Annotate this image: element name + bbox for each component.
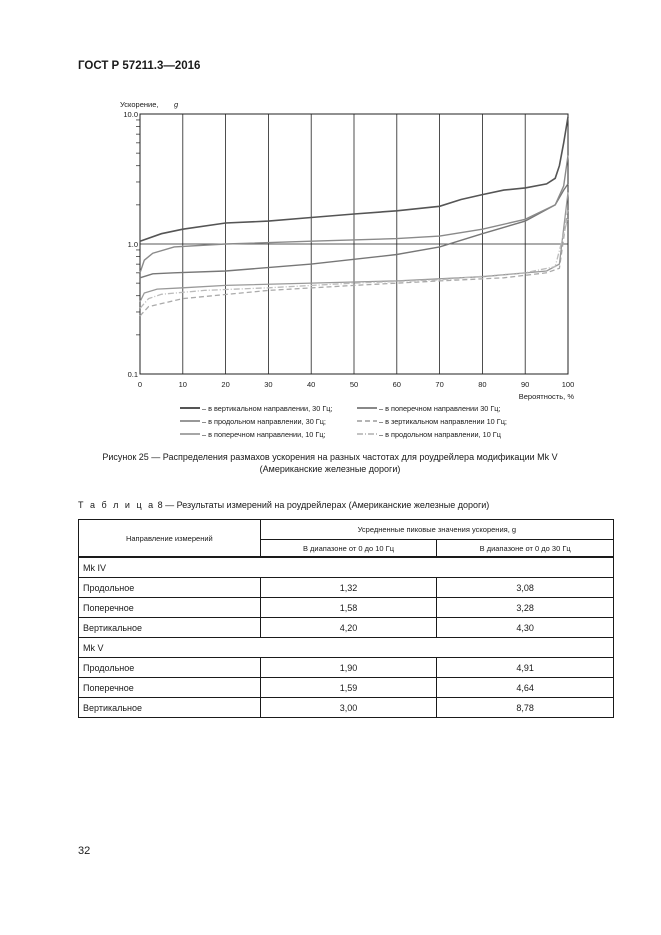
- x-tick-label: 40: [307, 380, 316, 389]
- value-10hz-cell: 3,00: [260, 698, 437, 718]
- value-30hz-cell: 3,28: [437, 598, 614, 618]
- direction-cell: Вертикальное: [79, 698, 261, 718]
- results-table: [78, 519, 614, 718]
- col-header-30hz: В диапазоне от 0 до 30 Гц: [437, 540, 614, 558]
- legend-label: – в поперечном направлении 30 Гц;: [379, 404, 501, 413]
- group-row: [79, 557, 614, 578]
- x-tick-label: 90: [521, 380, 530, 389]
- legend-label: – в вертикальном направлении, 30 Гц;: [202, 404, 333, 413]
- direction-cell: Вертикальное: [79, 618, 261, 638]
- y-tick-label: 10.0: [123, 110, 138, 119]
- table-row: [79, 698, 614, 718]
- document-header: ГОСТ Р 57211.3—2016: [78, 60, 201, 72]
- direction-cell: Поперечное: [79, 678, 261, 698]
- direction-cell: Поперечное: [79, 598, 261, 618]
- table-row: [79, 598, 614, 618]
- value-10hz-cell: 4,20: [260, 618, 437, 638]
- value-10hz-cell: 1,58: [260, 598, 437, 618]
- table-label: Т а б л и ц а: [78, 500, 156, 510]
- x-axis-title: Вероятность, %: [518, 392, 574, 401]
- legend-label: – в продольном направлении, 30 Гц;: [202, 417, 326, 426]
- group-label: Mk V: [79, 638, 614, 658]
- table-row: [79, 678, 614, 698]
- y-tick-label: 0.1: [127, 370, 138, 379]
- figure-caption-line2: (Американские железные дороги): [259, 464, 401, 474]
- x-tick-label: 30: [264, 380, 273, 389]
- x-tick-label: 10: [178, 380, 187, 389]
- legend-label: – в поперечном направлении, 10 Гц;: [202, 430, 326, 439]
- x-tick-label: 0: [137, 380, 143, 389]
- col-header-10hz: В диапазоне от 0 до 10 Гц: [260, 540, 437, 558]
- x-tick-label: 20: [221, 380, 230, 389]
- y-axis-unit: g: [174, 100, 179, 109]
- group-row: [79, 638, 614, 658]
- value-30hz-cell: 4,64: [437, 678, 614, 698]
- value-30hz-cell: 4,30: [437, 618, 614, 638]
- x-tick-label: 60: [392, 380, 401, 389]
- table-row: [79, 578, 614, 598]
- value-30hz-cell: 8,78: [437, 698, 614, 718]
- x-tick-label: 80: [478, 380, 487, 389]
- x-tick-label: 70: [435, 380, 444, 389]
- table-row: [79, 658, 614, 678]
- group-label: Mk IV: [79, 557, 614, 578]
- x-tick-label: 100: [561, 380, 575, 389]
- table-title-text: — Результаты измерений на роудрейлерах (Американские железные дороги): [162, 500, 490, 510]
- value-10hz-cell: 1,59: [260, 678, 437, 698]
- direction-cell: Продольное: [79, 578, 261, 598]
- value-30hz-cell: 4,91: [437, 658, 614, 678]
- legend-label: – в продольном направлении, 10 Гц: [379, 430, 501, 439]
- col-header-direction: Направление измерений: [79, 520, 261, 558]
- table-title: [78, 500, 489, 510]
- figure-caption-line1: Рисунок 25 — Распределения размахов ускорения на разных частотах для роудрейлера модификации Mk V: [102, 452, 558, 462]
- page-number: 32: [78, 845, 91, 857]
- table-row: [79, 618, 614, 638]
- value-30hz-cell: 3,08: [437, 578, 614, 598]
- legend-label: – в зертикальном направлении 10 Гц;: [379, 417, 507, 426]
- figure-caption: [60, 451, 600, 475]
- value-10hz-cell: 1,90: [260, 658, 437, 678]
- x-tick-label: 50: [349, 380, 359, 389]
- table-number: 8: [157, 500, 163, 510]
- acceleration-chart: [0, 0, 661, 445]
- value-10hz-cell: 1,32: [260, 578, 437, 598]
- direction-cell: Продольное: [79, 658, 261, 678]
- y-axis-title: Ускорение,: [120, 100, 159, 109]
- col-header-group: Усредненные пиковые значения ускорения, g: [260, 520, 613, 540]
- y-tick-label: 1.0: [127, 240, 138, 249]
